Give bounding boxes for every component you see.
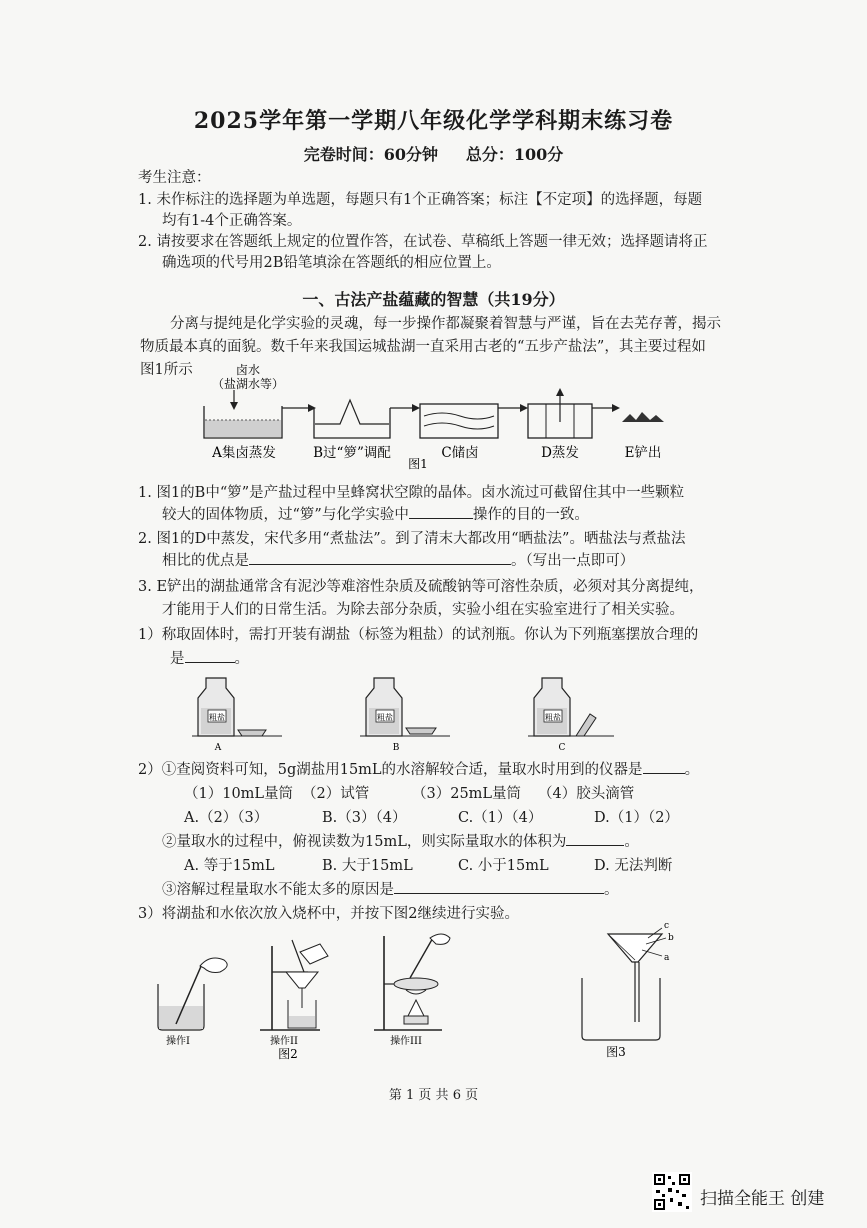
notes-heading: 考生注意： — [138, 170, 211, 186]
q1-line-b — [162, 503, 589, 524]
section-intro-3: 图1所示 — [140, 362, 193, 378]
bottle-b — [360, 678, 450, 752]
qr-code-icon — [652, 1172, 692, 1212]
option-c-letter: C — [558, 743, 566, 752]
sub2c-line — [162, 878, 619, 899]
note-1-line-b: 均有1-4个正确答案。 — [162, 213, 302, 229]
step-e-label: E铲出 — [624, 445, 662, 461]
step-a-pool — [204, 406, 282, 438]
step-b-pool — [314, 400, 390, 438]
q1-text-pre: 较大的固体物质，过“箩”与化学实验中 — [162, 507, 409, 523]
page-footer: 第 1 页 共 6 页 — [388, 1088, 479, 1103]
sub2-text-post: 。 — [684, 762, 700, 778]
bottle-a — [192, 678, 282, 752]
operation-1-dissolve — [158, 958, 227, 1030]
bottle-c — [528, 678, 614, 752]
arrow-d-e-head — [612, 404, 620, 412]
section-intro-2: 物质最本真的面貌。数千年来我国运城盐湖一直采用古老的“五步产盐法”，其主要过程如 — [140, 339, 706, 355]
sub2-line-a — [138, 758, 699, 779]
option-a-letter: A — [214, 743, 222, 752]
arrow-c-d-head — [520, 404, 528, 412]
q2-text-pre: 相比的优点是 — [162, 553, 249, 569]
choice-2a[interactable]: A. 等于15mL — [184, 858, 275, 874]
figure-1-caption: 图1 — [408, 457, 428, 470]
bottle-b-label: 粗盐 — [377, 713, 393, 722]
sub1-answer-blank[interactable] — [185, 648, 235, 663]
choice-1a[interactable]: A.（2）（3） — [184, 810, 269, 826]
q3-line-b: 才能用于人们的日常生活。为除去部分杂质，实验小组在实验室进行了相关实验。 — [162, 602, 684, 618]
instrument-3: （3）25mL量筒 — [412, 786, 522, 802]
step-d-pool — [528, 388, 592, 438]
label-c: c — [664, 921, 670, 931]
reagent-bottles-figure — [160, 668, 640, 752]
sub1-line-a: 1）称取固体时，需打开装有湖盐（标签为粗盐）的试剂瓶。你认为下列瓶塞摆放合理的 — [138, 627, 699, 643]
q2-line-a: 2. 图1的D中蒸发，宋代多用“煮盐法”。到了清末大都改用“晒盐法”。晒盐法与煮盐法 — [138, 531, 686, 547]
sub2-answer-blank[interactable] — [643, 759, 685, 774]
figure-1-diagram — [190, 360, 710, 470]
arrow-b-c-head — [412, 404, 420, 412]
sub2b-text-post: 。 — [624, 834, 639, 850]
brine-source-label: （盐湖水等） — [211, 377, 285, 391]
figure-2-caption: 图2 — [278, 1047, 298, 1061]
note-2-line-b: 确选项的代号用2B铅笔填涂在答题纸的相应位置上。 — [162, 255, 501, 271]
instrument-2: （2）试管 — [302, 786, 370, 802]
q1-text-post: 操作的目的一致。 — [472, 507, 589, 523]
sub3-line: 3）将湖盐和水依次放入烧杯中，并按下图2继续进行实验。 — [138, 906, 519, 922]
arrow-a-b-head — [308, 404, 316, 412]
choice-1d[interactable]: D.（1）（2） — [594, 810, 679, 826]
sub2c-text-pre: ③溶解过程量取水不能太多的原因是 — [162, 882, 394, 898]
sub1-text: 是 — [170, 651, 185, 667]
operation-1-label: 操作I — [166, 1036, 190, 1047]
note-2-line-a: 2. 请按要求在答题纸上规定的位置作答，在试卷、草稿纸上答题一律无效；选择题请将正 — [138, 234, 708, 250]
figure-3-diagram — [570, 920, 690, 1060]
label-b: b — [668, 933, 674, 943]
q2-text-post: 。（写出一点即可） — [511, 553, 635, 569]
choice-2b[interactable]: B. 大于15mL — [322, 858, 413, 874]
option-b-letter: B — [392, 743, 400, 752]
step-b-label: B过“箩”调配 — [313, 445, 391, 461]
sub2-text-pre: 2）①查阅资料可知，5g湖盐用15mL的水溶解较合适，量取水时用到的仪器是 — [138, 762, 643, 778]
instrument-1: （1）10mL量筒 — [184, 786, 294, 802]
label-a: a — [664, 953, 670, 963]
note-1-line-a: 1. 未作标注的选择题为单选题，每题只有1个正确答案；标注【不定项】的选择题，每题 — [138, 192, 703, 208]
figure-3-caption: 图3 — [606, 1045, 626, 1059]
sub2c-answer-blank[interactable] — [394, 879, 604, 894]
sub1-line-b: 是 。 — [170, 647, 249, 668]
page-title: 2025学年第一学期八年级化学学科期末练习卷 — [193, 108, 674, 134]
figure-2-diagram — [150, 926, 470, 1062]
step-d-label: D蒸发 — [541, 445, 579, 461]
choice-2d[interactable]: D. 无法判断 — [594, 858, 673, 874]
section-1-title: 一、古法产盐蕴藏的智慧（共19分） — [302, 290, 565, 309]
q2-answer-blank[interactable] — [249, 550, 511, 565]
scanner-watermark: 扫描全能王 创建 — [700, 1189, 825, 1209]
brine-label: 卤水 — [235, 363, 261, 377]
q1-answer-blank[interactable] — [409, 504, 473, 519]
step-c-label: C储卤 — [441, 445, 479, 461]
step-a-label: A集卤蒸发 — [212, 445, 276, 461]
q1-line-a: 1. 图1的B中“箩”是产盐过程中呈蜂窝状空隙的晶体。卤水流过可截留住其中一些颗粒 — [138, 485, 685, 501]
page-subtitle: 完卷时间：60分钟 总分：100分 — [303, 145, 564, 164]
operation-2-label: 操作II — [270, 1036, 298, 1047]
step-c-pool — [420, 404, 498, 438]
step-e-salt-piles — [622, 412, 664, 422]
inflow-arrowhead — [230, 402, 238, 410]
section-intro-1: 分离与提纯是化学实验的灵魂，每一步操作都凝聚着智慧与严谨，旨在去芜存菁，揭示 — [170, 316, 721, 332]
instrument-4: （4）胶头滴管 — [538, 786, 635, 802]
q3-line-a: 3. E铲出的湖盐通常含有泥沙等难溶性杂质及硫酸钠等可溶性杂质，必须对其分离提纯， — [138, 579, 704, 595]
choice-2c[interactable]: C. 小于15mL — [458, 858, 549, 874]
sub2b-answer-blank[interactable] — [566, 831, 624, 846]
bottle-c-label: 粗盐 — [545, 713, 561, 722]
operation-2-filter — [260, 940, 328, 1030]
choice-1c[interactable]: C.（1）（4） — [458, 810, 543, 826]
choice-1b[interactable]: B.（3）（4） — [322, 810, 407, 826]
sub2c-text-post: 。 — [604, 882, 619, 898]
operation-3-evaporate — [374, 934, 450, 1030]
q2-line-b — [162, 549, 634, 570]
sub2b-line — [162, 830, 639, 851]
sub2b-text-pre: ②量取水的过程中，俯视读数为15mL，则实际量取水的体积为 — [162, 834, 567, 850]
bottle-a-label: 粗盐 — [209, 713, 225, 722]
operation-3-label: 操作III — [390, 1036, 422, 1047]
